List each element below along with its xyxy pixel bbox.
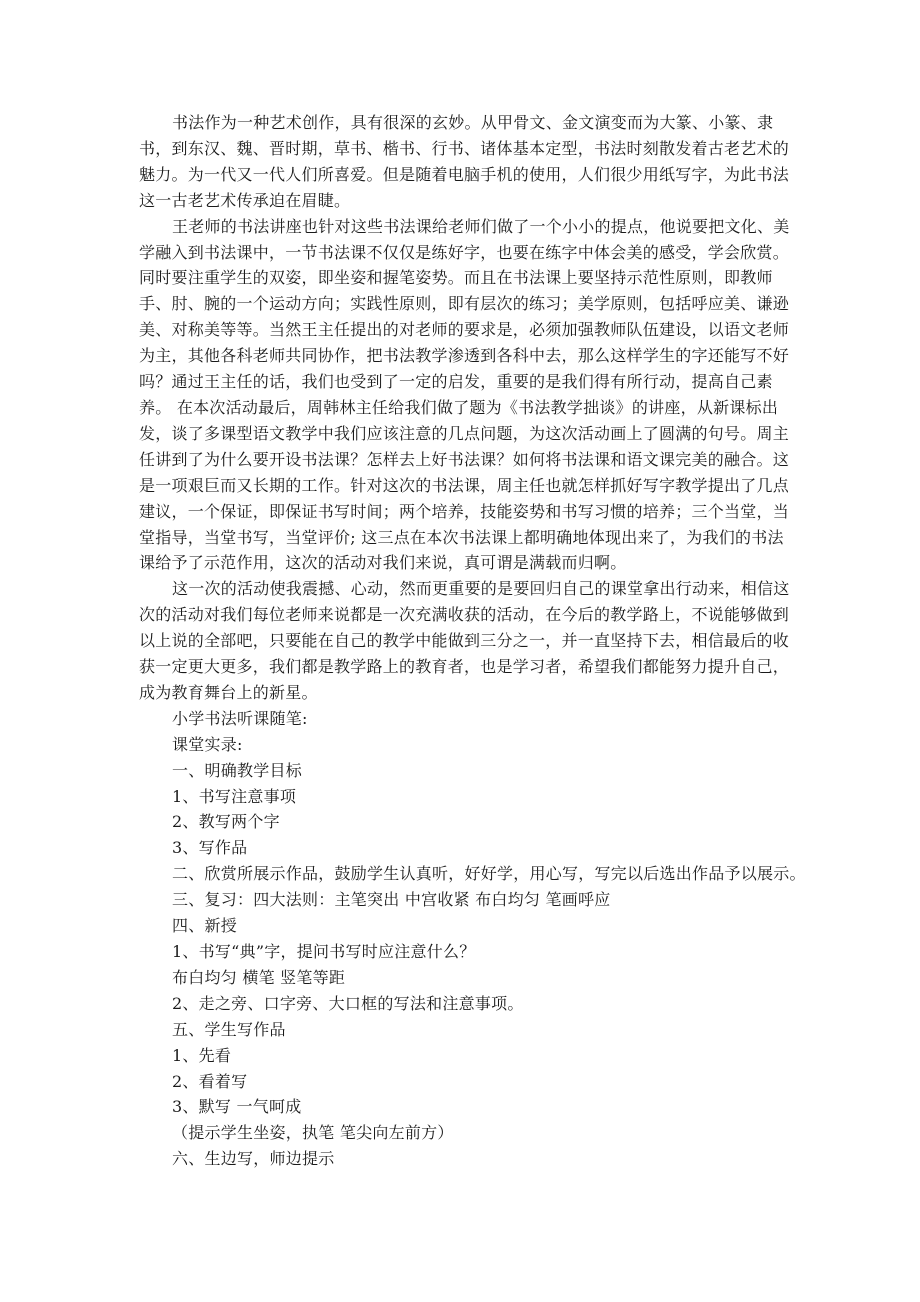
list-item: 1、先看 bbox=[172, 1045, 232, 1065]
paragraph-reflection: 这一次的活动使我震撼、心动，然而更重要的是要回归自己的课堂拿出行动来，相信这次的活动对我们每位老师来说都是一次充满收获的活动，在今后的教学路上，不说能够做到以上说的全部吧，只要能在自己的教学中能做到三分之一，并一直坚持下去，相信最后的收获一定更大更多，我们都是教学路上的教育者，也是学习者，希望我们都能努力提升自己，成为教育舞台上的新星。 bbox=[139, 579, 790, 702]
list-item: 二、欣赏所展示作品，鼓励学生认真听，好好学，用心写，写完以后选出作品予以展示。 bbox=[172, 864, 806, 884]
list-item: 1、书写“典”字，提问书写时应注意什么？ bbox=[172, 942, 476, 961]
list-item: 3、写作品 bbox=[172, 838, 248, 858]
paragraph-calligraphy-art: 书法作为一种艺术创作，具有很深的玄妙。从甲骨文、金文演变而为大篆、小篆、隶书，到东汉、魏、晋时期，草书、楷书、行书、诸体基本定型，书法时刻散发着古老艺术的魅力。为一代又一代人们所喜爱。但是随着电脑手机的使用，人们很少用纸写字，为此书法这一古老艺术传承迫在眉睫。 bbox=[139, 113, 790, 210]
section-subheading: 课堂实录: bbox=[172, 734, 243, 754]
document-body bbox=[139, 110, 806, 1172]
list-item: 2、教写两个字 bbox=[172, 812, 280, 832]
list-item: 2、走之旁、口字旁、大口框的写法和注意事项。 bbox=[172, 993, 524, 1013]
list-item: 3、默写 一气呵成 bbox=[172, 1097, 302, 1117]
list-item: 三、复习：四大法则：主笔突出 中宫收紧 布白均匀 笔画呼应 bbox=[172, 890, 611, 910]
paragraph-lecture-summary: 王老师的书法讲座也针对这些书法课给老师们做了一个小小的提点，他说要把文化、美学融入到书法课中，一节书法课不仅仅是练好字，也要在练字中体会美的感受，学会欣赏。同时要注重学生的双姿，即坐姿和握笔姿势。而且在书法课上要坚持示范性原则，即教师手、肘、腕的一个运动方向；实践性原则，即有层次的练习；美学原则，包括呼应美、谦逊美、对称美等等。当然王主任提出的对老师的要求是，必须加强教师队伍建设，以语文老师为主，其他各科老师共同协作，把书法教学渗透到各科中去，那么这样学生的字还能写不好吗？通过王主任的话，我们也受到了一定的启发，重要的是我们得有所行动，提高自己素养。 在本次活动最后，周韩林主任给我们做了题为《书法教学拙谈》的讲座，从新课标出发，谈了多课型语文教学中我们应该注意的几点问题，为这次活动画上了圆满的句号。周主任讲到了为什么要开设书法课？怎样去上好书法课？如何将书法课和语文课完美的融合。这是一项艰巨而又长期的工作。针对这次的书法课，周主任也就怎样抓好写字教学提出了几点建议，一个保证，即保证书写时间；两个培养，技能姿势和书写习惯的培养；三个当堂，当堂指导，当堂书写，当堂评价; 这三点在本次书法课上都明确地体现出来了，为我们的书法课给予了示范作用，这次的活动对我们来说，真可谓是满载而归啊。 bbox=[139, 216, 790, 573]
list-item: 一、明确教学目标 bbox=[172, 760, 303, 780]
list-item: （提示学生坐姿，执笔 笔尖向左前方） bbox=[172, 1123, 454, 1143]
list-item: 五、学生写作品 bbox=[172, 1019, 286, 1039]
list-item: 六、生边写，师边提示 bbox=[172, 1149, 335, 1169]
section-heading: 小学书法听课随笔: bbox=[172, 708, 308, 728]
list-item: 四、新授 bbox=[172, 916, 238, 936]
list-item: 1、书写注意事项 bbox=[172, 786, 297, 806]
list-item: 布白均匀 横笔 竖笔等距 bbox=[172, 967, 346, 987]
list-item: 2、看着写 bbox=[172, 1071, 248, 1091]
